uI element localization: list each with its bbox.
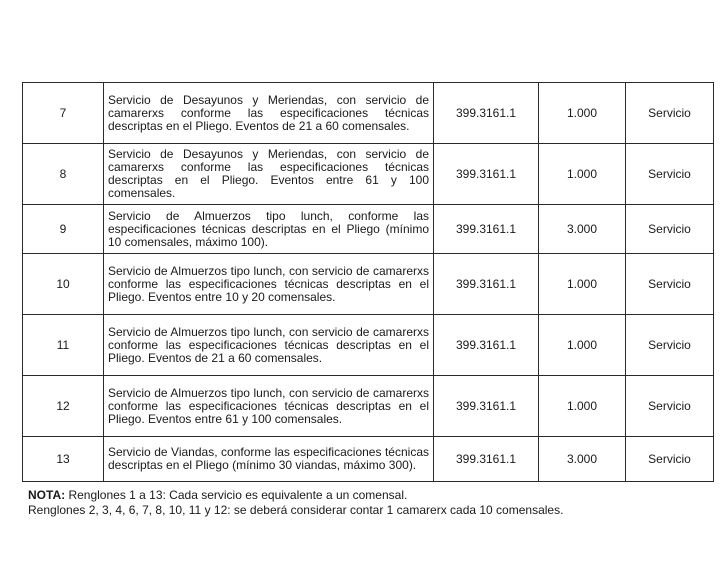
- table-row: [23, 144, 714, 205]
- table-row: [23, 315, 714, 376]
- row-code: 399.3161.1: [434, 437, 539, 482]
- row-unit: Servicio: [626, 144, 714, 205]
- row-quantity: 1.000: [539, 315, 626, 376]
- note-line-1: [28, 488, 708, 503]
- row-quantity: 1.000: [539, 254, 626, 315]
- row-unit: Servicio: [626, 205, 714, 254]
- row-description: Servicio de Almuerzos tipo lunch, conforme las especificaciones técnicas descriptas en el Pliego (mínimo 10 comensales, máximo 100).: [104, 205, 434, 254]
- row-number: 13: [23, 437, 104, 482]
- table-row: [23, 205, 714, 254]
- row-code: 399.3161.1: [434, 254, 539, 315]
- row-quantity: 3.000: [539, 437, 626, 482]
- note-line-2: Renglones 2, 3, 4, 6, 7, 8, 10, 11 y 12: se deberá considerar contar 1 camarerx cada 10 comensales.: [28, 503, 564, 517]
- row-description: Servicio de Desayunos y Meriendas, con servicio de camarerxs conforme las especificaciones técnicas descriptas en el Pliego. Eventos de 21 a 60 comensales.: [104, 83, 434, 144]
- row-unit: Servicio: [626, 437, 714, 482]
- row-unit: Servicio: [626, 83, 714, 144]
- row-number: 12: [23, 376, 104, 437]
- row-quantity: 3.000: [539, 205, 626, 254]
- row-code: 399.3161.1: [434, 83, 539, 144]
- table-row: [23, 437, 714, 482]
- row-number: 11: [23, 315, 104, 376]
- row-unit: Servicio: [626, 376, 714, 437]
- note-label: NOTA:: [28, 488, 66, 502]
- row-number: 8: [23, 144, 104, 205]
- note-text-1: Renglones 1 a 13: Cada servicio es equivalente a un comensal.: [65, 488, 408, 502]
- row-number: 9: [23, 205, 104, 254]
- row-description: Servicio de Almuerzos tipo lunch, con servicio de camarerxs conforme las especificaciones técnicas descriptas en el Pliego. Eventos de 21 a 60 comensales.: [104, 315, 434, 376]
- row-quantity: 1.000: [539, 83, 626, 144]
- row-description: Servicio de Desayunos y Meriendas, con servicio de camarerxs conforme las especificaciones técnicas descriptas en el Pliego. Eventos entre 61 y 100 comensales.: [104, 144, 434, 205]
- table-row: [23, 254, 714, 315]
- table-row: [23, 83, 714, 144]
- row-description: Servicio de Almuerzos tipo lunch, con servicio de camarerxs conforme las especificaciones técnicas descriptas en el Pliego. Eventos entre 61 y 100 comensales.: [104, 376, 434, 437]
- row-number: 7: [23, 83, 104, 144]
- row-quantity: 1.000: [539, 144, 626, 205]
- table-row: [23, 376, 714, 437]
- row-code: 399.3161.1: [434, 315, 539, 376]
- services-table: [22, 82, 714, 482]
- row-number: 10: [23, 254, 104, 315]
- row-code: 399.3161.1: [434, 205, 539, 254]
- row-code: 399.3161.1: [434, 144, 539, 205]
- row-description: Servicio de Viandas, conforme las especificaciones técnicas descriptas en el Pliego (mínimo 30 viandas, máximo 300).: [104, 437, 434, 482]
- row-description: Servicio de Almuerzos tipo lunch, con servicio de camarerxs conforme las especificaciones técnicas descriptas en el Pliego. Eventos entre 10 y 20 comensales.: [104, 254, 434, 315]
- row-unit: Servicio: [626, 254, 714, 315]
- row-quantity: 1.000: [539, 376, 626, 437]
- row-code: 399.3161.1: [434, 376, 539, 437]
- notes-section: [28, 488, 708, 518]
- row-unit: Servicio: [626, 315, 714, 376]
